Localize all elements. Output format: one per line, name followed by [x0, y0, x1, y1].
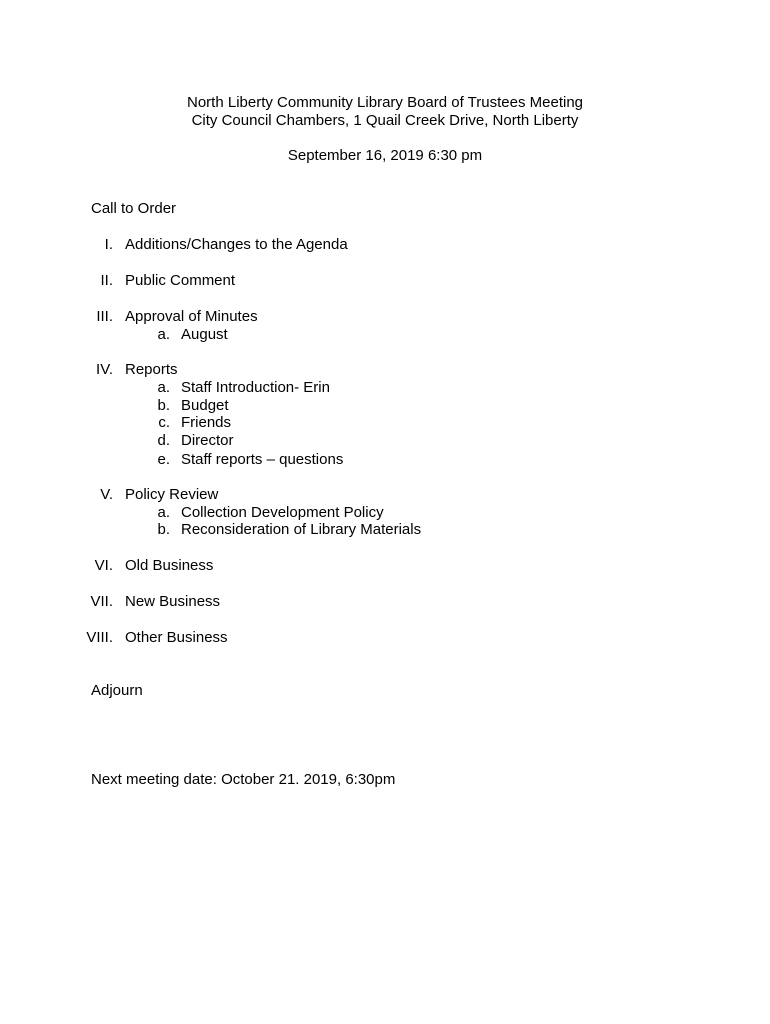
sub-item-letter: b.	[157, 397, 170, 414]
sub-item-letter: d.	[157, 432, 170, 449]
agenda-item-label: Old Business	[125, 557, 214, 574]
agenda-item-number: VI.	[94, 557, 113, 574]
meeting-datetime: September 16, 2019 6:30 pm	[287, 147, 483, 164]
agenda-item-label: Approval of Minutes	[125, 308, 258, 325]
agenda-item-number: II.	[100, 272, 113, 289]
sub-item-letter: a.	[157, 379, 170, 396]
sub-item-label: Reconsideration of Library Materials	[181, 521, 422, 538]
sub-item-letter: c.	[158, 414, 170, 431]
sub-item-label: Collection Development Policy	[181, 504, 384, 521]
sub-item-label: August	[181, 326, 228, 343]
sub-item-label: Staff Introduction- Erin	[181, 379, 330, 396]
agenda-item-number: VIII.	[86, 629, 113, 646]
agenda-item-number: IV.	[96, 361, 113, 378]
agenda-item-number: VII.	[90, 593, 113, 610]
sub-item-label: Staff reports – questions	[181, 451, 344, 468]
agenda-item-label: Other Business	[125, 629, 228, 646]
sub-item-letter: e.	[157, 451, 170, 468]
agenda-item-label: Reports	[125, 361, 178, 378]
sub-item-label: Friends	[181, 414, 232, 431]
agenda-item-number: V.	[100, 486, 113, 503]
agenda-item-label: Public Comment	[125, 272, 236, 289]
call-to-order: Call to Order	[91, 200, 177, 217]
sub-item-label: Director	[181, 432, 234, 449]
sub-item-label: Budget	[181, 397, 229, 414]
sub-item-letter: b.	[157, 521, 170, 538]
agenda-item-number: I.	[104, 236, 113, 253]
agenda-item-label: Additions/Changes to the Agenda	[125, 236, 348, 253]
sub-item-letter: a.	[157, 504, 170, 521]
meeting-location: City Council Chambers, 1 Quail Creek Drive, North Liberty	[191, 112, 579, 129]
meeting-title: North Liberty Community Library Board of Trustees Meeting	[187, 94, 583, 111]
agenda-item-label: Policy Review	[125, 486, 219, 503]
adjourn: Adjourn	[91, 682, 143, 699]
agenda-item-label: New Business	[125, 593, 221, 610]
next-meeting-date: Next meeting date: October 21. 2019, 6:30pm	[91, 771, 396, 788]
agenda-item-number: III.	[96, 308, 113, 325]
sub-item-letter: a.	[157, 326, 170, 343]
